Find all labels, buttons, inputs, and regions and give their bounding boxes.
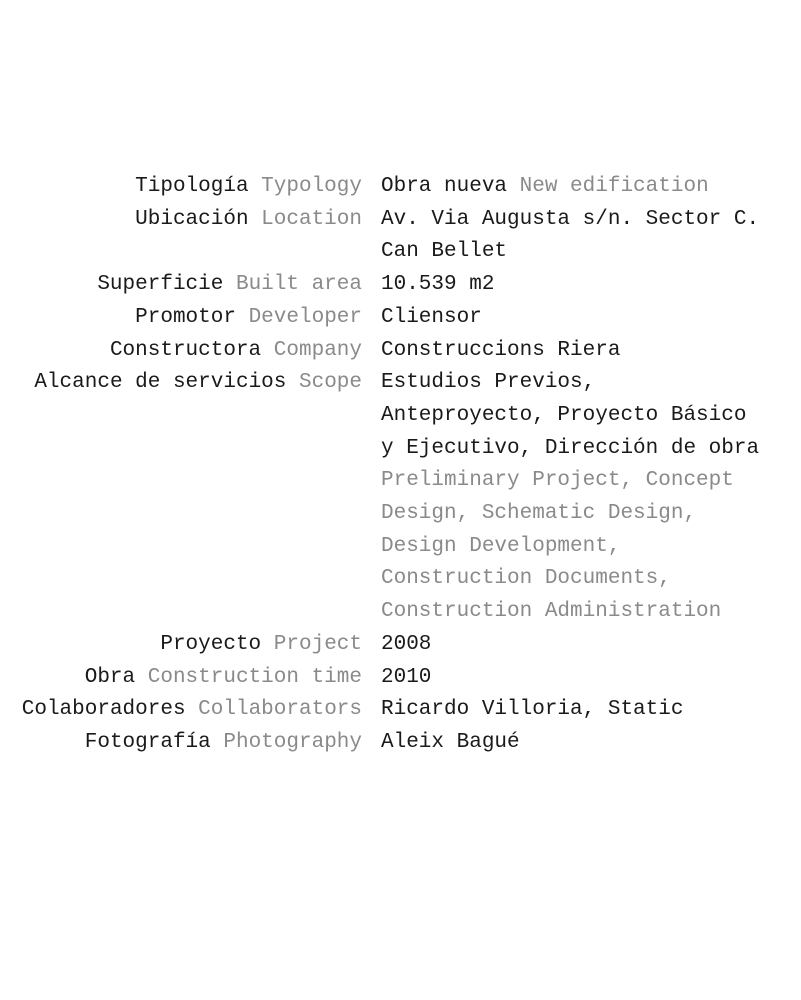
value-spanish: Obra nueva [381,175,508,198]
label-english: Typology [261,175,362,198]
label-spanish: Promotor [135,305,236,329]
row-value [381,302,771,335]
datasheet-row-location [0,204,801,269]
label-english: Developer [248,305,362,329]
row-label [0,204,362,237]
datasheet-row-construction-time [0,662,801,695]
value-spanish: 10.539 m2 [381,273,495,297]
label-spanish: Colaboradores [21,698,186,722]
datasheet-row-collaborators [0,694,801,727]
label-spanish: Constructora [109,338,262,362]
row-value [381,269,771,302]
row-label [0,269,362,302]
datasheet-row-project [0,629,801,662]
label-spanish: Obra [84,665,136,689]
label-spanish: Superficie [97,273,224,297]
row-value [381,694,771,727]
label-english: Project [273,632,362,656]
row-value [381,727,771,760]
value-spanish: Estudios Previos, Anteproyecto, Proyecto Básico y Ejecutivo, Dirección de obra [381,371,760,460]
row-label [0,367,362,400]
row-value [381,662,771,695]
row-label [0,694,362,727]
label-english: Company [273,338,362,362]
value-spanish: Aleix Bagué [381,730,520,754]
label-spanish: Fotografía [84,730,211,754]
value-spanish: Av. Via Augusta s/n. Sector C. Can Bellet [381,207,760,264]
datasheet-row-scope [0,367,801,629]
value-spanish: 2008 [381,632,432,656]
value-english: New edification [519,175,709,198]
row-label [0,727,362,760]
value-spanish: Construccions Riera [381,338,621,362]
row-value [381,367,771,629]
label-english: Built area [235,273,362,297]
value-spanish: Ricardo Villoria, Static [381,698,684,722]
row-label [0,302,362,335]
row-value [381,629,771,662]
row-label [0,335,362,368]
datasheet-row-photography [0,727,801,760]
value-english: Preliminary Project, Concept Design, Schematic Design, Design Development, Construction Documents, Construction Administration [381,469,734,624]
label-spanish: Ubicación [135,207,249,231]
label-spanish: Proyecto [160,632,262,656]
label-english: Scope [298,371,362,395]
label-english: Collaborators [198,698,362,722]
label-english: Construction time [147,665,362,689]
label-spanish: Alcance de servicios [34,371,287,395]
value-spanish: Cliensor [381,305,482,329]
row-label [0,662,362,695]
project-datasheet [0,171,801,760]
label-english: Photography [223,730,362,754]
datasheet-row-developer [0,302,801,335]
row-value [381,204,771,269]
value-spanish: 2010 [381,665,432,689]
row-value [381,171,771,204]
row-label [0,171,362,204]
label-english: Location [261,207,362,231]
datasheet-row-built-area [0,269,801,302]
datasheet-row-company [0,335,801,368]
row-label [0,629,362,662]
label-spanish: Tipología [135,175,249,198]
row-value [381,335,771,368]
datasheet-row-typology [0,171,801,204]
